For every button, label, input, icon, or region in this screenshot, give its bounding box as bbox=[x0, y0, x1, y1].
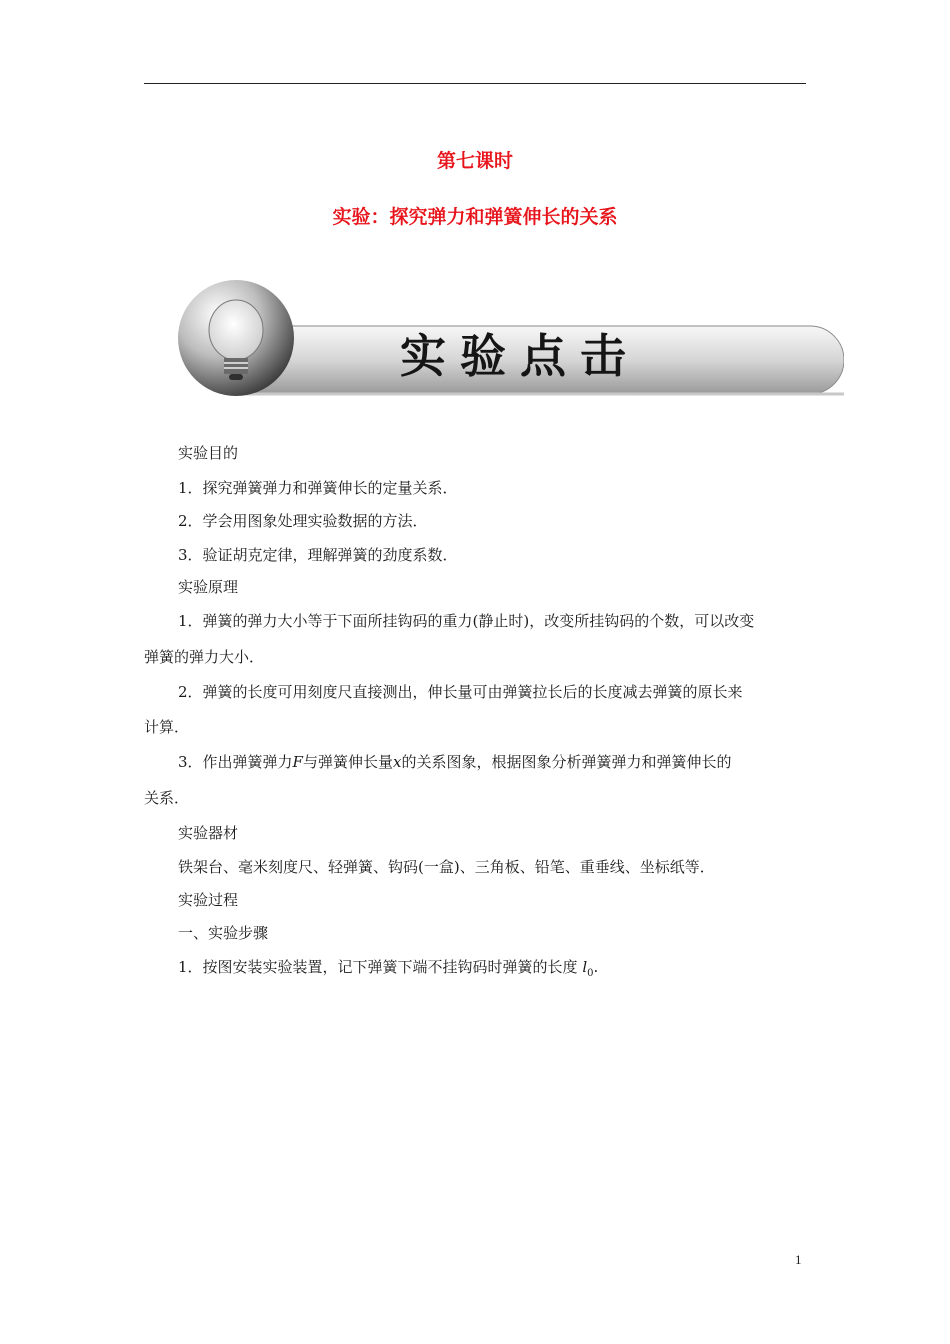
step-item-1 bbox=[178, 957, 598, 984]
header-rule bbox=[144, 83, 806, 84]
process-heading: 实验过程 bbox=[178, 891, 239, 909]
purpose-item-3: 3．验证胡克定律，理解弹簧的劲度系数． bbox=[178, 546, 458, 564]
principle-item-2-line-1: 2．弹簧的长度可用刻度尺直接测出，伸长量可由弹簧拉长后的长度减去弹簧的原长来 bbox=[178, 683, 743, 701]
principle-item-3-line-1 bbox=[178, 752, 731, 772]
principle-item-3-text-b: 与弹簧伸长量 bbox=[302, 753, 393, 771]
variable-x: x bbox=[392, 753, 402, 771]
steps-heading: 一、实验步骤 bbox=[178, 924, 269, 942]
principle-item-1-line-1: 1．弹簧的弹力大小等于下面所挂钩码的重力(静止时)，改变所挂钩码的个数，可以改变 bbox=[178, 612, 755, 630]
principle-item-3-text-c: 的关系图象，根据图象分析弹簧弹力和弹簧伸长的 bbox=[401, 753, 732, 771]
lesson-number: 第七课时 bbox=[436, 150, 513, 172]
page-title: 实验：探究弹力和弹簧伸长的关系 bbox=[332, 206, 618, 228]
principle-item-3-line-2: 关系． bbox=[144, 789, 190, 807]
equipment-heading: 实验器材 bbox=[178, 824, 239, 842]
principle-item-1-line-2: 弹簧的弹力大小． bbox=[144, 648, 265, 666]
principle-item-2-line-2: 计算． bbox=[144, 718, 190, 736]
step-item-1-end: . bbox=[593, 958, 599, 976]
principle-item-3-text-a: 3．作出弹簧弹力 bbox=[178, 753, 293, 771]
purpose-heading: 实验目的 bbox=[178, 444, 239, 462]
purpose-item-2: 2．学会用图象处理实验数据的方法． bbox=[178, 512, 428, 530]
equipment-list: 铁架台、毫米刻度尺、轻弹簧、钩码(一盒)、三角板、铅笔、重垂线、坐标纸等． bbox=[178, 858, 715, 876]
variable-l-subscript: 0 bbox=[587, 968, 594, 979]
banner-title: 实验点击 bbox=[400, 329, 640, 383]
principle-heading: 实验原理 bbox=[178, 578, 239, 596]
variable-l: l bbox=[582, 958, 588, 976]
page-number: 1 bbox=[795, 1252, 802, 1267]
purpose-item-1: 1．探究弹簧弹力和弹簧伸长的定量关系． bbox=[178, 479, 458, 497]
variable-F: F bbox=[292, 753, 303, 771]
step-item-1-text: 1．按图安装实验装置，记下弹簧下端不挂钩码时弹簧的长度 bbox=[178, 958, 578, 976]
